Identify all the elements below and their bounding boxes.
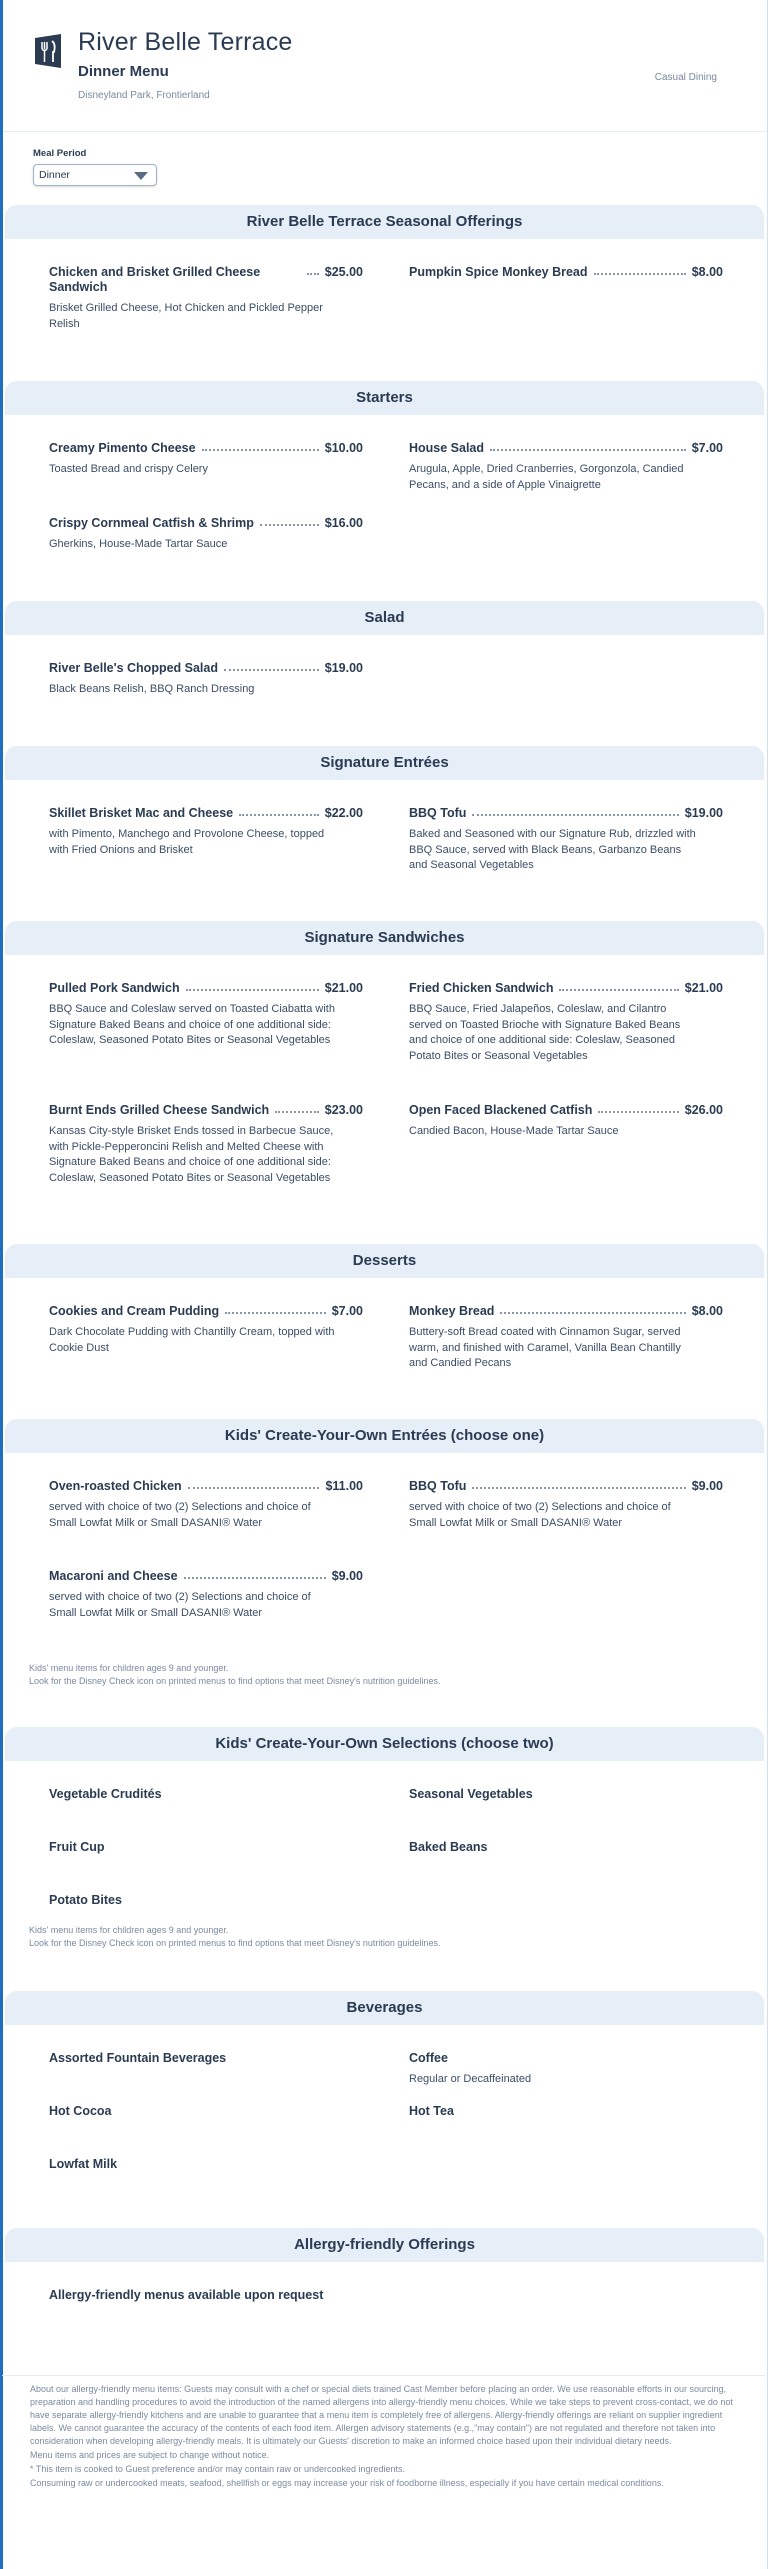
- menu-item: [49, 2157, 363, 2172]
- dot-leader: [184, 1569, 326, 1579]
- menu-item-price: $25.00: [324, 265, 363, 279]
- restaurant-name: River Belle Terrace: [78, 28, 293, 56]
- menu-item-heading: [409, 1103, 723, 1118]
- menu-item-heading: [49, 441, 363, 456]
- menu-item-heading: [49, 661, 363, 676]
- menu-section: [3, 381, 767, 550]
- dot-leader: [490, 441, 686, 451]
- menu-item-price: $16.00: [324, 516, 363, 530]
- menu-section: [3, 1991, 767, 2171]
- menu-item-description: Toasted Bread and crispy Celery: [49, 463, 208, 475]
- dot-leader: [225, 1304, 326, 1314]
- menu-item: [49, 2288, 363, 2303]
- meal-period-value: Dinner: [39, 169, 70, 181]
- menu-item-description: Arugula, Apple, Dried Cranberries, Gorgonzola, Candied Pecans, and a side of Apple Vinaigrette: [409, 463, 684, 491]
- menu-item-heading: [409, 1840, 723, 1855]
- menu-item-heading: [49, 1893, 363, 1908]
- menu-item: [409, 1787, 723, 1802]
- menu-item-name: Creamy Pimento Cheese: [49, 441, 196, 455]
- menu-item-heading: [49, 1787, 363, 1802]
- menu-item-heading: [49, 981, 363, 996]
- change-note: Menu items and prices are subject to change without notice.: [30, 2450, 270, 2460]
- menu-item-description: served with choice of two (2) Selections and choice of Small Lowfat Milk or Small DASANI® Water: [49, 1591, 311, 1619]
- menu-section: [3, 1727, 767, 1948]
- meal-period-select[interactable]: [33, 164, 157, 186]
- menu-item-heading: [49, 806, 363, 821]
- menu-item-heading: [409, 441, 723, 456]
- menu-item-heading: [49, 1569, 363, 1584]
- menu-item: [409, 2104, 723, 2119]
- menu-section: [3, 2228, 767, 2302]
- menu-item-name: Oven-roasted Chicken: [49, 1479, 182, 1493]
- dot-leader: [239, 806, 319, 816]
- menu-item-description: Dark Chocolate Pudding with Chantilly Cream, topped with Cookie Dust: [49, 1326, 335, 1354]
- menu-item-name: Skillet Brisket Mac and Cheese: [49, 806, 234, 820]
- menu-item-name: BBQ Tofu: [409, 806, 467, 820]
- menu-item-price: $26.00: [684, 1103, 723, 1117]
- menu-item: [409, 2051, 723, 2088]
- menu-item-name: Monkey Bread: [409, 1304, 495, 1318]
- dot-leader: [500, 1304, 685, 1314]
- menu-item-name: Fruit Cup: [49, 1840, 105, 1854]
- dot-leader: [559, 981, 678, 991]
- section-header: Beverages: [5, 1991, 764, 2025]
- dot-leader: [472, 1479, 685, 1489]
- menu-item: [49, 516, 363, 553]
- dot-leader: [307, 265, 319, 275]
- dot-leader: [188, 1479, 320, 1489]
- menu-section: [3, 1244, 767, 1369]
- kids-menu-note-line: Look for the Disney Check icon on printed menus to find options that meet Disney's nutrition guidelines.: [29, 1938, 441, 1948]
- kids-menu-note-line: Kids' menu items for children ages 9 and younger.: [29, 1925, 229, 1935]
- chevron-down-icon[interactable]: [134, 172, 148, 180]
- menu-item-heading: [409, 2104, 723, 2119]
- page-header: [3, 0, 767, 132]
- menu-item: [409, 1479, 723, 1531]
- menu-item-name: House Salad: [409, 441, 485, 455]
- kids-menu-note-line: Look for the Disney Check icon on printed menus to find options that meet Disney's nutrition guidelines.: [29, 1676, 441, 1686]
- menu-item-price: $7.00: [691, 441, 723, 455]
- menu-item-description: Regular or Decaffeinated: [409, 2073, 532, 2085]
- kids-menu-note-line: Kids' menu items for children ages 9 and younger.: [29, 1663, 229, 1673]
- menu-item-description: Baked and Seasoned with our Signature Rub, drizzled with BBQ Sauce, served with Black Beans, Garbanzo Beans and Seasonal Vegetables: [409, 828, 696, 871]
- menu-item-heading: [409, 1787, 723, 1802]
- menu-section: [3, 921, 767, 1184]
- allergy-note: About our allergy-friendly menu items: Guests may consult with a chef or special diets trained Cast Member before placing an order. We use reasonable efforts in our sourcing, preparation and handling procedures to avoid the introduction of the named allergens into allergy-friendly menu choices. While we take steps to prevent cross-contact, we do not have separate allergy-friendly kitchens and are unable to guarantee that a menu item is completely free of allergens. Allergy-friendly offerings are reliant on supplier ingredient labels. We cannot guarantee the accuracy of the contents of each food item. Allergen advisory statements (e.g.,"may contain") are not regulated and therefore not taken into consideration when developing allergy-friendly meals. It is ultimately our Guests' discretion to make an informed choice based upon their individual dietary needs.: [30, 2384, 733, 2446]
- menu-item-heading: [409, 2051, 723, 2066]
- menu-item-price: $10.00: [324, 441, 363, 455]
- menu-item: [409, 1103, 723, 1140]
- menu-item-heading: [49, 2051, 363, 2066]
- menu-item-price: $19.00: [684, 806, 723, 820]
- menu-item-name: River Belle's Chopped Salad: [49, 661, 218, 675]
- menu-item-heading: [409, 1304, 723, 1319]
- dot-leader: [472, 806, 678, 816]
- dot-leader: [594, 265, 686, 275]
- section-header: Signature Sandwiches: [5, 921, 764, 955]
- menu-item-description: BBQ Sauce and Coleslaw served on Toasted Ciabatta with Signature Baked Beans and choice of one additional side: Coleslaw, Seasoned Potato Bites or Seasonal Vegetables: [49, 1003, 335, 1046]
- menu-item: [409, 265, 723, 280]
- dot-leader: [224, 661, 319, 671]
- menu-item-name: Allergy-friendly menus available upon request: [49, 2288, 324, 2302]
- menu-item: [49, 2051, 363, 2066]
- menu-item: [409, 1304, 723, 1372]
- section-header: Kids' Create-Your-Own Selections (choose two): [5, 1727, 764, 1761]
- menu-item: [409, 981, 723, 1064]
- menu-item: [49, 441, 363, 478]
- menu-item-name: Chicken and Brisket Grilled Cheese Sandwich: [49, 265, 261, 294]
- menu-item-price: $9.00: [331, 1569, 363, 1583]
- menu-item-heading: [49, 1479, 363, 1494]
- menu-item-price: $7.00: [331, 1304, 363, 1318]
- menu-item: [49, 1840, 363, 1855]
- section-header: Signature Entrées: [5, 746, 764, 780]
- dot-leader: [260, 516, 319, 526]
- meal-period-filter: [3, 132, 767, 202]
- menu-item-heading: [409, 806, 723, 821]
- menu-item-name: Coffee: [409, 2051, 448, 2065]
- menu-item-heading: [49, 265, 363, 295]
- menu-item-name: Open Faced Blackened Catfish: [409, 1103, 593, 1117]
- menu-item-heading: [49, 516, 363, 531]
- menu-item-description: Kansas City-style Brisket Ends tossed in Barbecue Sauce, with Pickle-Pepperoncini Relish and Melted Cheese with Signature Baked Beans and choice of one additional side: Coleslaw, Seasoned Potato Bites or Seasonal Vegetables: [49, 1125, 334, 1184]
- menu-item-name: Assorted Fountain Beverages: [49, 2051, 227, 2065]
- menu-item-heading: [409, 265, 723, 280]
- menu-item-price: $11.00: [325, 1479, 363, 1493]
- menu-item-name: Macaroni and Cheese: [49, 1569, 178, 1583]
- raw-note: Consuming raw or undercooked meats, seafood, shellfish or eggs may increase your risk of foodborne illness, especially if you have certain medical conditions.: [30, 2478, 664, 2488]
- dot-leader: [202, 441, 319, 451]
- section-header: River Belle Terrace Seasonal Offerings: [5, 205, 764, 239]
- menu-item: [49, 1479, 363, 1531]
- menu-item: [49, 981, 363, 1049]
- menu-item: [49, 1893, 363, 1908]
- menu-item-name: Cookies and Cream Pudding: [49, 1304, 220, 1318]
- menu-item-name: Pumpkin Spice Monkey Bread: [409, 265, 588, 279]
- cooked-note: * This item is cooked to Guest preference and/or may contain raw or undercooked ingredients.: [30, 2464, 406, 2474]
- menu-section: [3, 1419, 767, 1686]
- section-header: Kids' Create-Your-Own Entrées (choose one): [5, 1419, 764, 1453]
- menu-item-price: $8.00: [691, 265, 723, 279]
- menu-item-name: Hot Cocoa: [49, 2104, 112, 2118]
- menu-item-name: Crispy Cornmeal Catfish & Shrimp: [49, 516, 254, 530]
- menu-item: [49, 1569, 363, 1621]
- footer-divider: [2, 2375, 765, 2376]
- menu-item-name: Baked Beans: [409, 1840, 488, 1854]
- menu-item-price: $21.00: [684, 981, 723, 995]
- menu-item: [409, 806, 723, 874]
- menu-item-price: $21.00: [324, 981, 363, 995]
- menu-item-price: $22.00: [324, 806, 363, 820]
- menu-section: [3, 746, 767, 871]
- section-header: Salad: [5, 601, 764, 635]
- menu-item: [49, 1787, 363, 1802]
- menu-item-heading: [49, 1304, 363, 1319]
- fork-knife-icon: [33, 32, 63, 70]
- kids-menu-note: [29, 1924, 440, 1950]
- location: Disneyland Park, Frontierland: [78, 90, 210, 101]
- menu-item-heading: [49, 1103, 363, 1118]
- menu-item-heading: [409, 981, 723, 996]
- menu-item: [409, 441, 723, 493]
- menu-item-price: $19.00: [324, 661, 363, 675]
- menu-item: [49, 661, 363, 698]
- menu-item-heading: [49, 1840, 363, 1855]
- menu-item: [49, 806, 363, 858]
- menu-item-heading: [49, 2157, 363, 2172]
- kids-menu-note: [29, 1662, 440, 1688]
- menu-item-name: Burnt Ends Grilled Cheese Sandwich: [49, 1103, 270, 1117]
- section-header: Starters: [5, 381, 764, 415]
- menu-item-name: Fried Chicken Sandwich: [409, 981, 554, 995]
- menu-item-description: Buttery-soft Bread coated with Cinnamon Sugar, served warm, and finished with Caramel, Vanilla Bean Chantilly and Candied Pecans: [409, 1326, 681, 1369]
- menu-item-name: Potato Bites: [49, 1893, 122, 1907]
- menu-title: Dinner Menu: [78, 63, 169, 80]
- menu-item-price: $23.00: [324, 1103, 363, 1117]
- menu-item-name: Vegetable Crudités: [49, 1787, 162, 1801]
- menu-item-description: Candied Bacon, House-Made Tartar Sauce: [409, 1125, 619, 1137]
- menu-item: [49, 265, 363, 332]
- menu-item-name: Seasonal Vegetables: [409, 1787, 533, 1801]
- menu-item: [49, 2104, 363, 2119]
- menu-item-heading: [49, 2288, 363, 2303]
- dot-leader: [275, 1103, 319, 1113]
- menu-item: [409, 1840, 723, 1855]
- menu-item-description: served with choice of two (2) Selections and choice of Small Lowfat Milk or Small DASANI® Water: [409, 1501, 671, 1529]
- menu-item-description: Black Beans Relish, BBQ Ranch Dressing: [49, 683, 255, 695]
- menu-item-description: BBQ Sauce, Fried Jalapeños, Coleslaw, and Cilantro served on Toasted Brioche with Signature Baked Beans and choice of one additional side: Coleslaw, Seasoned Potato Bites or Seasonal Vegetables: [409, 1003, 681, 1062]
- menu-item: [49, 1103, 363, 1186]
- menu-item-description: Gherkins, House-Made Tartar Sauce: [49, 538, 228, 550]
- section-header: Desserts: [5, 1244, 764, 1278]
- menu-item-name: Lowfat Milk: [49, 2157, 118, 2171]
- footer: [30, 2383, 738, 2491]
- section-header: Allergy-friendly Offerings: [5, 2228, 764, 2262]
- menu-item-description: Brisket Grilled Cheese, Hot Chicken and Pickled Pepper Relish: [49, 302, 323, 330]
- menu-item-name: BBQ Tofu: [409, 1479, 467, 1493]
- meal-period-label: Meal Period: [33, 148, 87, 159]
- dot-leader: [598, 1103, 678, 1113]
- menu-section: [3, 601, 767, 695]
- menu-item-description: with Pimento, Manchego and Provolone Cheese, topped with Fried Onions and Brisket: [49, 828, 325, 856]
- menu-item-price: $8.00: [691, 1304, 723, 1318]
- menu-item-price: $9.00: [691, 1479, 723, 1493]
- menu-item-name: Hot Tea: [409, 2104, 454, 2118]
- menu-item-name: Pulled Pork Sandwich: [49, 981, 180, 995]
- dining-type: Casual Dining: [654, 72, 717, 83]
- menu-section: [3, 205, 767, 330]
- menu-item-description: served with choice of two (2) Selections and choice of Small Lowfat Milk or Small DASANI® Water: [49, 1501, 311, 1529]
- menu-item-heading: [49, 2104, 363, 2119]
- dot-leader: [186, 981, 319, 991]
- menu-item-heading: [409, 1479, 723, 1494]
- menu-item: [49, 1304, 363, 1356]
